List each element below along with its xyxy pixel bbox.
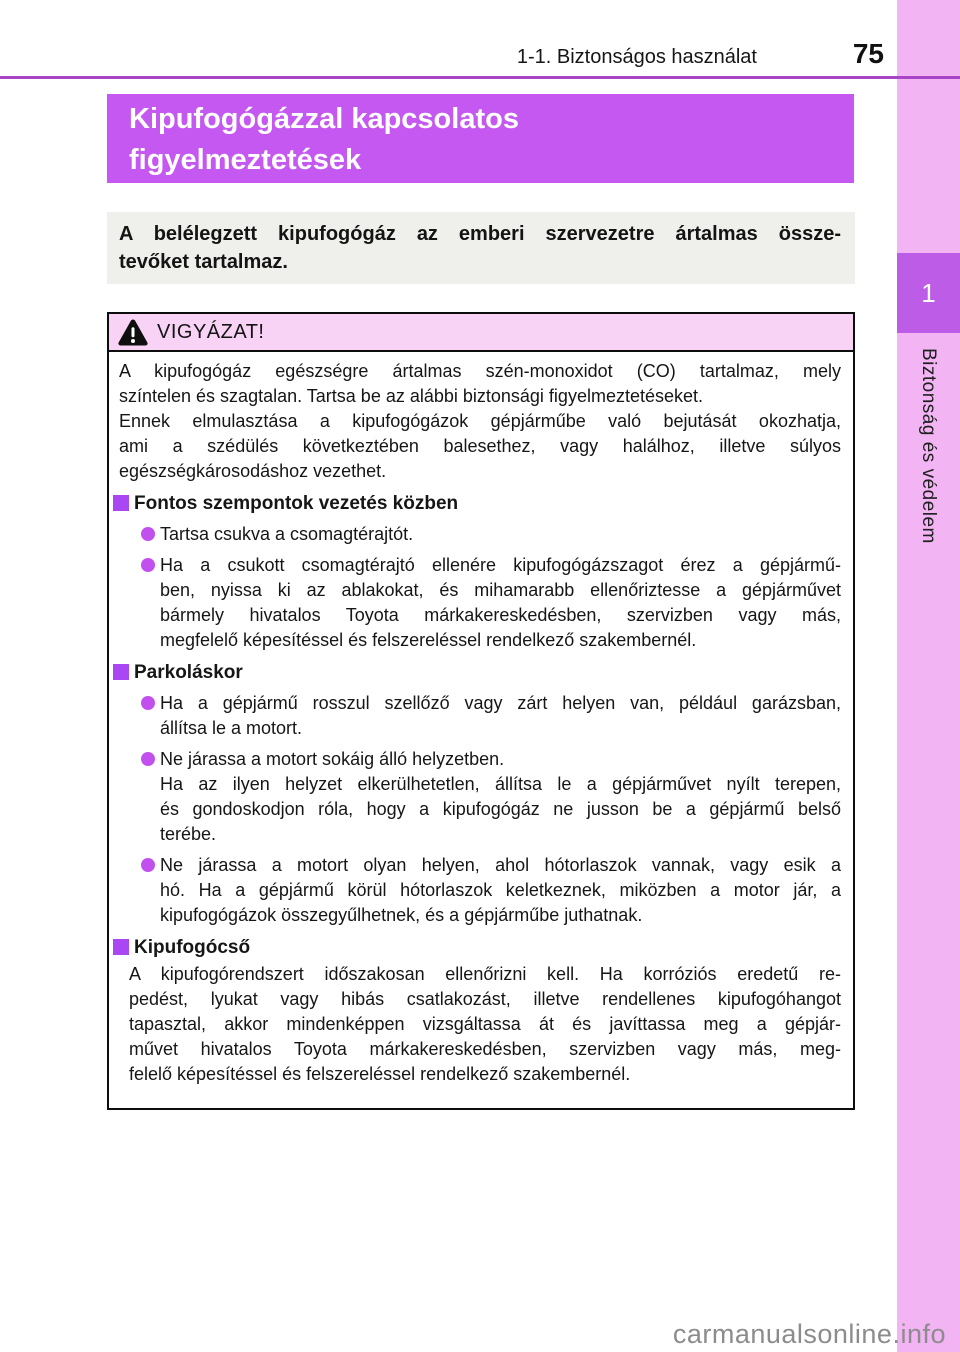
watermark-text: carmanualsonline.info — [672, 1319, 946, 1349]
square-bullet-icon — [113, 495, 129, 511]
warning-body — [109, 352, 853, 1087]
text-line: Tartsa csukva a csomagtérajtót. — [160, 524, 414, 544]
text-line: hó. Ha a gépjármű körül hótorlaszok keletkeznek, miközben a motor jár, a — [160, 880, 841, 900]
text-line: A kipufogórendszert időszakosan ellenőrizni kell. Ha korróziós eredetű re- — [129, 964, 841, 984]
page-title-line-1: Kipufogógázzal kapcsolatos — [129, 103, 519, 135]
section-heading-text: Fontos szempontok vezetés közben — [134, 493, 459, 514]
chapter-strip — [897, 0, 960, 1352]
text-line: A belélegzett kipufogógáz az emberi szervezetre ártalmas össze- — [119, 223, 841, 245]
chapter-label: Biztonság és védelem — [918, 348, 939, 544]
text-line: megfelelő képesítéssel és felszereléssel rendelkező szakembernél. — [160, 630, 697, 650]
text-line: tevőket tartalmaz. — [119, 251, 288, 273]
list-item — [113, 853, 841, 928]
page-number: 75 — [852, 38, 884, 69]
list-item-text — [160, 553, 841, 653]
text-line: terébe. — [160, 824, 217, 844]
text-line: Ne járassa a motort sokáig álló helyzetben. — [160, 749, 505, 769]
warning-box — [107, 312, 855, 1110]
text-line: A kipufogógáz egészségre ártalmas szén-monoxidot (CO) tartalmaz, mely — [119, 361, 841, 381]
circle-bullet-icon — [141, 558, 155, 572]
list-item — [113, 522, 841, 547]
warning-header-label: VIGYÁZAT! — [157, 320, 265, 343]
section-heading-text: Parkoláskor — [134, 662, 243, 683]
list-item — [113, 747, 841, 847]
chapter-number-badge — [897, 253, 960, 333]
text-line: felelő képesítéssel és felszereléssel rendelkező szakembernél. — [129, 1064, 631, 1084]
circle-bullet-icon — [141, 696, 155, 710]
list-item-text — [160, 522, 841, 547]
text-line: ami a szédülés következtében balesethez, vagy halálhoz, illetve súlyos — [119, 436, 841, 456]
chapter-number: 1 — [921, 278, 936, 308]
warning-triangle-icon — [118, 319, 148, 346]
list-item-text — [160, 747, 841, 847]
text-line: Ha a csukott csomagtérajtó ellenére kipufogógázszagot érez a gépjármű- — [160, 555, 841, 575]
text-line: Ennek elmulasztása a kipufogógázok gépjárműbe való bejutását okozhatja, — [119, 411, 841, 431]
text-line: színtelen és szagtalan. Tartsa be az alábbi biztonsági figyelmeztetéseket. — [119, 386, 704, 406]
circle-bullet-icon — [141, 858, 155, 872]
section-heading-exhaust-pipe — [113, 935, 841, 960]
section-paragraph — [113, 962, 841, 1087]
page-title-line-2: figyelmeztetések — [129, 144, 362, 176]
list-item — [113, 691, 841, 741]
list-item-text — [160, 853, 841, 928]
square-bullet-icon — [113, 664, 129, 680]
text-line: Ne járassa a motort olyan helyen, ahol hótorlaszok vannak, vagy esik a — [160, 855, 841, 875]
text-line: állítsa le a motort. — [160, 718, 303, 738]
text-line: Ha az ilyen helyzet elkerülhetetlen, állítsa le a gépjárművet nyílt terepen, — [160, 774, 841, 794]
section-heading-driving — [113, 491, 841, 516]
list-item-text — [160, 691, 841, 741]
circle-bullet-icon — [141, 752, 155, 766]
text-line: és gondoskodjon róla, hogy a kipufogógáz ne jusson be a gépjármű belső — [160, 799, 841, 819]
summary-box — [107, 212, 855, 284]
text-line: pedést, lyukat vagy hibás csatlakozást, illetve rendellenes kipufogóhangot — [129, 989, 841, 1009]
warning-header — [109, 314, 853, 352]
text-line: tapasztal, akkor mindenképpen vizsgáltassa át és javíttassa meg a gépjár- — [129, 1014, 841, 1034]
list-item — [113, 553, 841, 653]
header-rule — [0, 76, 960, 79]
warning-intro-paragraph — [113, 359, 841, 484]
section-heading-parking — [113, 660, 841, 685]
section-heading-text: Kipufogócső — [134, 937, 251, 958]
text-line: ben, nyissa ki az ablakokat, és mihamarabb ellenőriztesse a gépjárművet — [160, 580, 841, 600]
running-header: 1-1. Biztonságos használat — [516, 46, 757, 68]
text-line: bármely hivatalos Toyota márkakereskedésben, szervizben vagy más, — [160, 605, 841, 625]
text-line: Ha a gépjármű rosszul szellőző vagy zárt helyen van, például garázsban, — [160, 693, 841, 713]
text-line: kipufogógázok összegyűlhetnek, és a gépjárműbe juthatnak. — [160, 905, 643, 925]
text-line: művet hivatalos Toyota márkakereskedésben, szervizben vagy más, meg- — [129, 1039, 841, 1059]
text-line: egészségkárosodáshoz vezethet. — [119, 461, 387, 481]
square-bullet-icon — [113, 939, 129, 955]
circle-bullet-icon — [141, 527, 155, 541]
page-title — [107, 94, 854, 183]
